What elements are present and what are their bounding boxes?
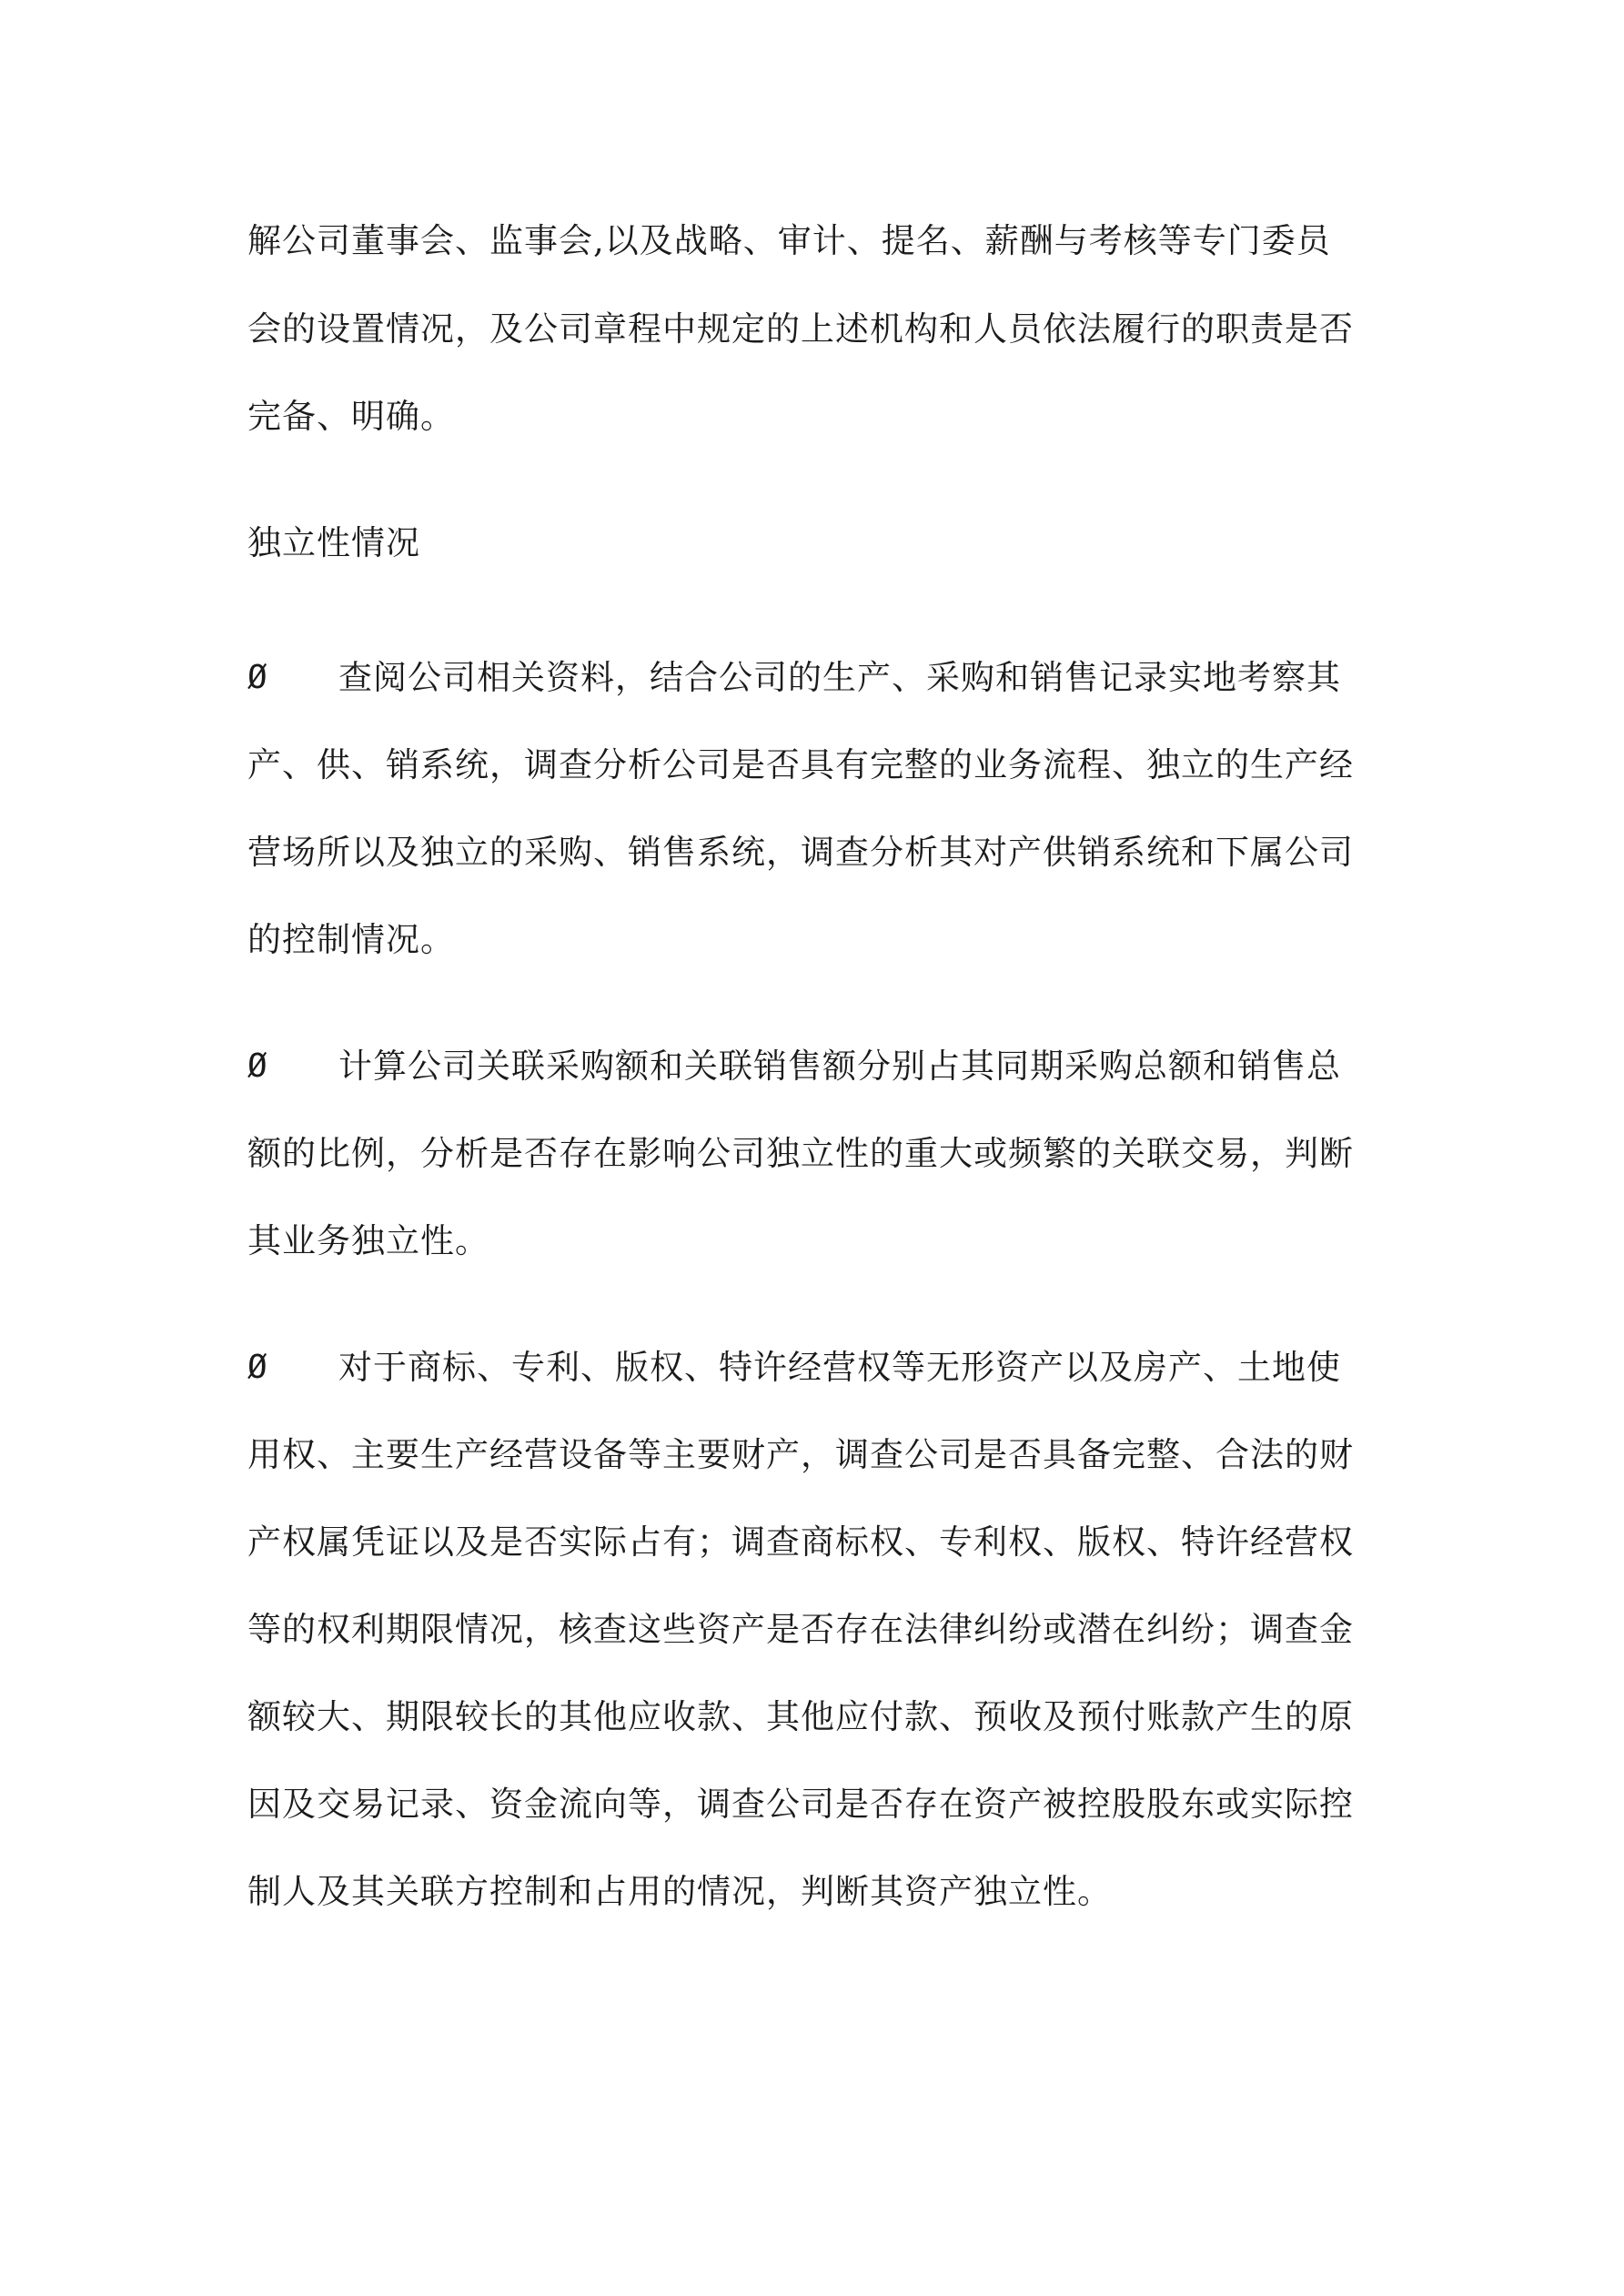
bullet-1-marker: Ø <box>247 659 267 696</box>
bullet-3-marker: Ø <box>247 1349 267 1386</box>
bullet-1-first-line: 查阅公司相关资料，结合公司的生产、采购和销售记录实地考察其 <box>338 658 1341 697</box>
section-heading: 独立性情况 <box>247 523 420 562</box>
bullet-3-line-4: 等的权利期限情况，核查这些资产是否存在法律纠纷或潜在纠纷；调查金 <box>247 1610 1354 1649</box>
bullet-1-line-2: 产、供、销系统，调查分析公司是否具有完整的业务流程、独立的生产经 <box>247 745 1354 784</box>
bullet-2-first-line: 计算公司关联采购额和关联销售额分别占其同期采购总额和销售总 <box>338 1047 1341 1086</box>
bullet-2-line-3: 其业务独立性。 <box>247 1221 489 1260</box>
bullet-3-line-3: 产权属凭证以及是否实际占有；调查商标权、专利权、版权、特许经营权 <box>247 1522 1354 1562</box>
bullet-1-line-4: 的控制情况。 <box>247 920 455 959</box>
bullet-2-line-2: 额的比例，分析是否存在影响公司独立性的重大或频繁的关联交易，判断 <box>247 1134 1354 1173</box>
bullet-3-line-7: 制人及其关联方控制和占用的情况，判断其资产独立性。 <box>247 1872 1112 1911</box>
intro-line-1: 解公司董事会、监事会,以及战略、审计、提名、薪酬与考核等专门委员 <box>247 221 1331 260</box>
bullet-3-line-5: 额较大、期限较长的其他应收款、其他应付款、预收及预付账款产生的原 <box>247 1697 1354 1736</box>
bullet-3-line-6: 因及交易记录、资金流向等，调查公司是否存在资产被控股股东或实际控 <box>247 1785 1354 1824</box>
intro-line-3: 完备、明确。 <box>247 397 455 436</box>
intro-line-2: 会的设置情况，及公司章程中规定的上述机构和人员依法履行的职责是否 <box>247 309 1354 349</box>
bullet-3-line-2: 用权、主要生产经营设备等主要财产，调查公司是否具备完整、合法的财 <box>247 1435 1354 1474</box>
bullet-2-marker: Ø <box>247 1047 267 1085</box>
bullet-3-first-line: 对于商标、专利、版权、特许经营权等无形资产以及房产、土地使 <box>338 1348 1341 1387</box>
bullet-1-line-3: 营场所以及独立的采购、销售系统，调查分析其对产供销系统和下属公司 <box>247 833 1354 872</box>
